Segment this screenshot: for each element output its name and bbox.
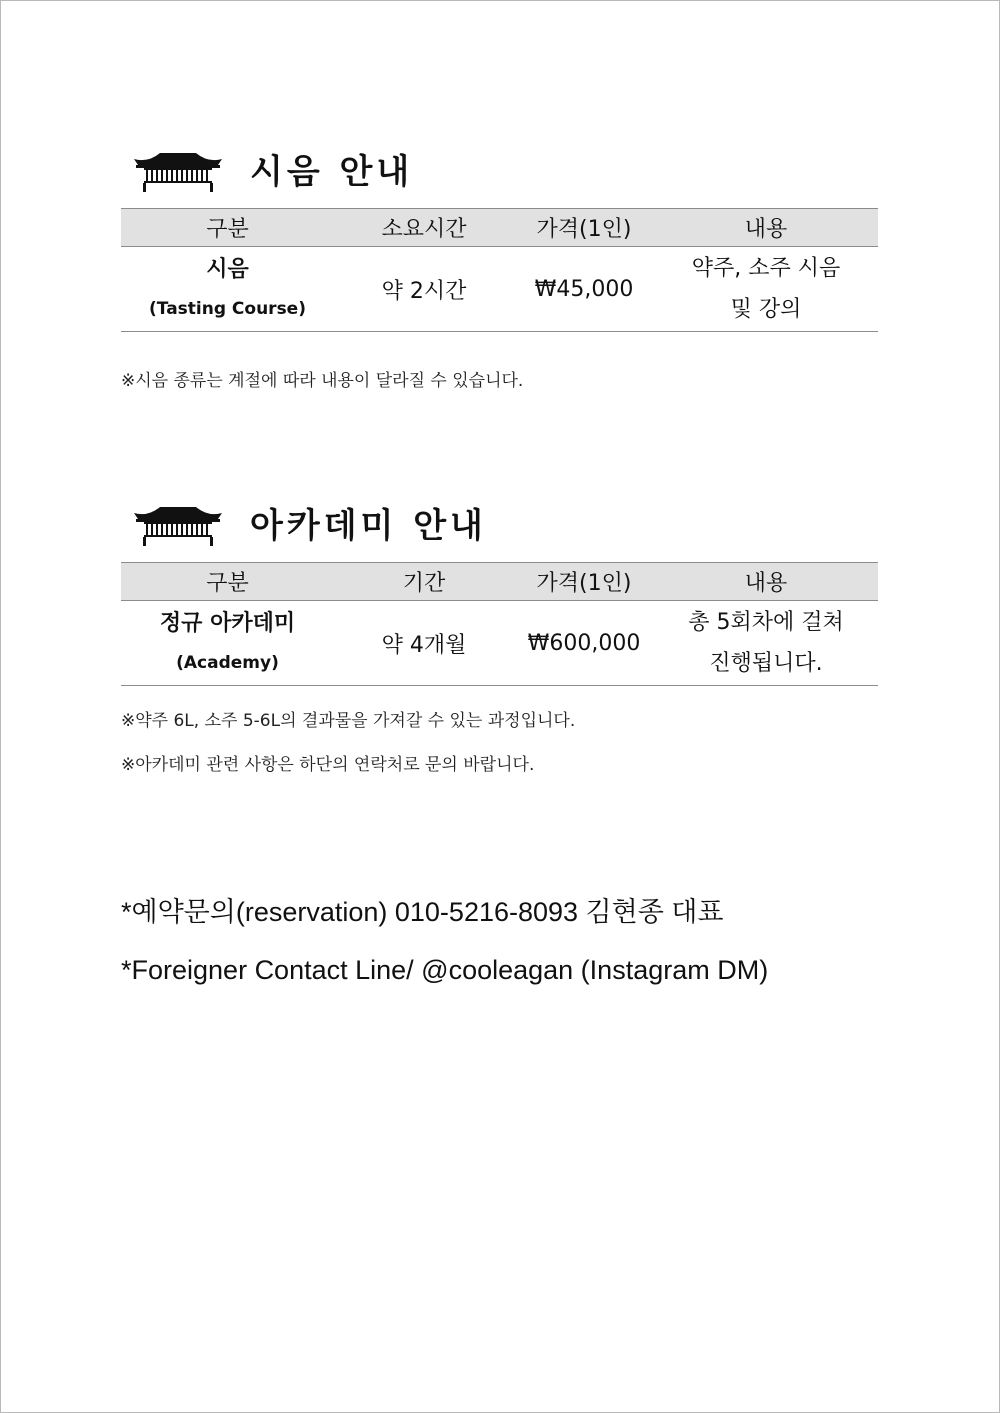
section-title: 아카데미 안내 bbox=[250, 505, 487, 546]
academy-note: ※아카데미 관련 사항은 하단의 연락처로 문의 바랍니다. bbox=[121, 755, 535, 775]
column-header: 소요시간 bbox=[334, 209, 514, 247]
course-name-en: (Academy) bbox=[176, 653, 279, 673]
content-line: 진행됩니다. bbox=[709, 651, 823, 676]
table-row bbox=[121, 601, 878, 686]
table-header-row bbox=[121, 209, 878, 247]
column-header: 기간 bbox=[334, 563, 514, 601]
price-cell: ₩45,000 bbox=[514, 247, 654, 332]
column-header: 구분 bbox=[121, 209, 334, 247]
column-header: 구분 bbox=[121, 563, 334, 601]
price-cell: ₩600,000 bbox=[514, 601, 654, 686]
content-cell bbox=[654, 601, 878, 686]
content-cell bbox=[654, 247, 878, 332]
table-row bbox=[121, 247, 878, 332]
tasting-table bbox=[121, 208, 878, 332]
tasting-heading bbox=[130, 143, 413, 193]
academy-note: ※약주 6L, 소주 5-6L의 결과물을 가져갈 수 있는 과정입니다. bbox=[121, 711, 576, 731]
content-line: 및 강의 bbox=[730, 297, 802, 322]
hanok-roof-icon bbox=[130, 143, 226, 193]
tasting-note: ※시음 종류는 계절에 따라 내용이 달라질 수 있습니다. bbox=[121, 371, 524, 391]
table-header-row bbox=[121, 563, 878, 601]
duration-cell: 약 2시간 bbox=[334, 247, 514, 332]
course-name: 시음 bbox=[206, 257, 249, 282]
column-header: 가격(1인) bbox=[514, 209, 654, 247]
column-header: 내용 bbox=[654, 563, 878, 601]
academy-heading bbox=[130, 497, 487, 547]
hanok-roof-icon bbox=[130, 497, 226, 547]
content-line: 총 5회차에 걸쳐 bbox=[688, 610, 844, 635]
course-name-cell bbox=[121, 601, 334, 686]
course-name-cell bbox=[121, 247, 334, 332]
reservation-contact: *예약문의(reservation) 010-5216-8093 김현종 대표 bbox=[121, 897, 724, 927]
course-name-en: (Tasting Course) bbox=[149, 299, 306, 319]
section-title: 시음 안내 bbox=[250, 151, 414, 192]
course-name: 정규 아카데미 bbox=[159, 611, 296, 636]
academy-table bbox=[121, 562, 878, 686]
duration-cell: 약 4개월 bbox=[334, 601, 514, 686]
content-line: 약주, 소주 시음 bbox=[691, 256, 841, 281]
foreigner-contact: *Foreigner Contact Line/ @cooleagan (Instagram DM) bbox=[121, 955, 769, 985]
column-header: 내용 bbox=[654, 209, 878, 247]
column-header: 가격(1인) bbox=[514, 563, 654, 601]
